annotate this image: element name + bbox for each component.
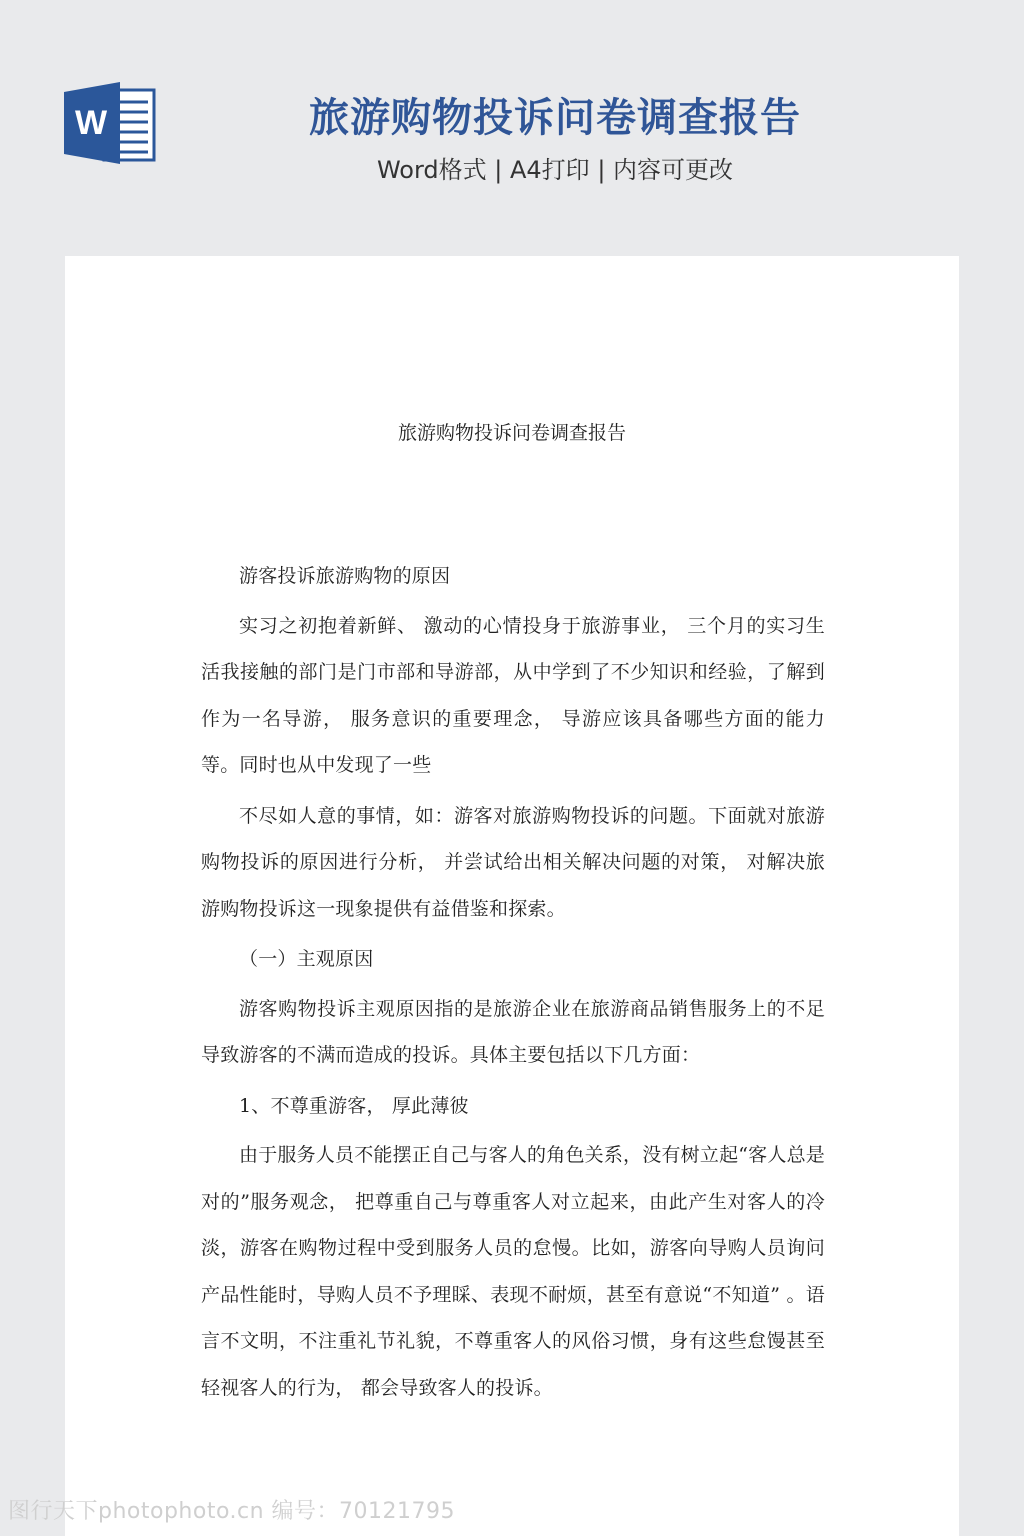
list-item-heading: 1、不尊重游客， 厚此薄彼 [239, 1094, 469, 1117]
page-title: 旅游购物投诉问卷调查报告 [309, 95, 801, 141]
paragraph: 游客购物投诉主观原因指的是旅游企业在旅游商品销售服务上的不足导致游客的不满而造成的投诉。具体主要包括以下几方面： [201, 997, 825, 1066]
page-subtitle: Word格式 | A4打印 | 内容可更改 [376, 156, 734, 184]
word-icon [64, 80, 156, 164]
document-title: 旅游购物投诉问卷调查报告 [397, 422, 626, 444]
paragraph: 由于服务人员不能摆正自己与客人的角色关系，没有树立起“客人总是对的”服务观念， 把尊重自己与尊重客人对立起来，由此产生对客人的冷淡，游客在购物过程中受到服务人员的怠慢。比如，游客向导购人员询问产品性能时，导购人员不予理睬、表现不耐烦，甚至有意说“不知道” 。语言不文明，不注重礼节礼貌，不尊重客人的风俗习惯，身有这些怠馒甚至轻视客人的行为， 都会导致客人的投诉。 [201, 1144, 825, 1399]
subsection-heading: （一）主观原因 [239, 948, 374, 970]
paragraph: 不尽如人意的事情，如：游客对旅游购物投诉的问题。下面就对旅游购物投诉的原因进行分析， 并尝试给出相关解决问题的对策， 对解决旅游购物投诉这一现象提供有益借鉴和探索。 [201, 804, 825, 920]
document-body [201, 553, 825, 1415]
section-heading: 游客投诉旅游购物的原因 [239, 565, 451, 587]
word-logo-letter: W [74, 104, 108, 142]
document-page [65, 256, 959, 1536]
watermark: 图行天下photophoto.cn 编号：70121795 [8, 1499, 456, 1524]
page-header [0, 0, 1024, 250]
paragraph: 实习之初抱着新鲜、 激动的心情投身于旅游事业， 三个月的实习生活我接触的部门是门市部和导游部，从中学到了不少知识和经验，了解到作为一名导游， 服务意识的重要理念， 导游应该具备哪些方面的能力等。同时也从中发现了一些 [201, 614, 825, 776]
